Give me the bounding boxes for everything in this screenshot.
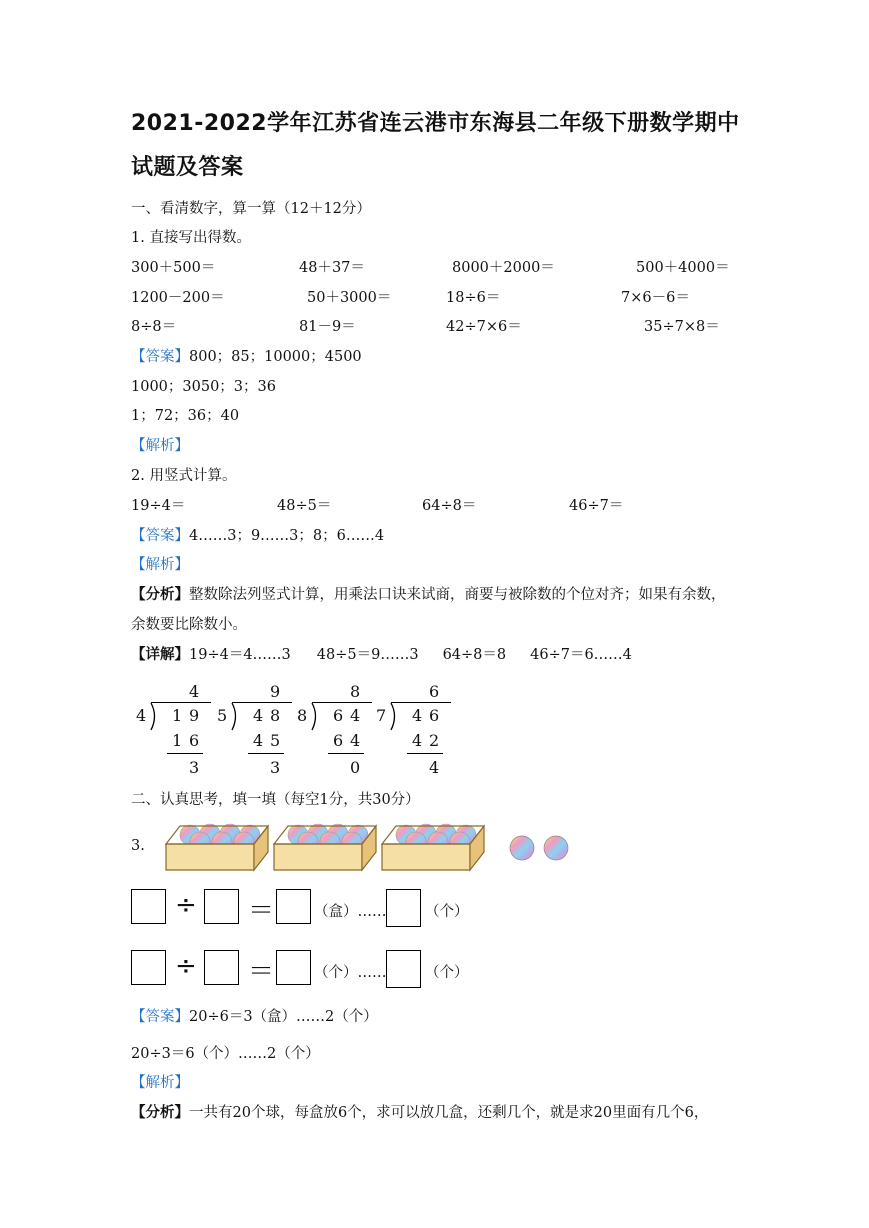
- q1-item: 35÷7×8＝: [644, 319, 720, 335]
- divisor: 8: [297, 706, 308, 725]
- section-heading-2: 二、认真思考，填一填（每空1分，共30分）: [131, 792, 420, 808]
- answer-box[interactable]: [204, 950, 239, 985]
- division-bracket: [148, 702, 160, 732]
- unit-label: （个）: [425, 904, 469, 920]
- answer-line: [131, 1005, 378, 1026]
- answer-text: 1；72；36；40: [131, 408, 240, 424]
- boxes-illustration: [160, 818, 580, 874]
- divide-sign: ÷: [175, 951, 197, 981]
- answer-text: 1000；3050；3；36: [131, 379, 276, 395]
- answer-box[interactable]: [131, 889, 166, 924]
- division-bracket: [309, 702, 321, 732]
- detail-line: [131, 643, 632, 664]
- page-title-line2: 试题及答案: [131, 155, 244, 180]
- divide-sign: ÷: [175, 890, 197, 920]
- unit-label: （个）: [425, 965, 469, 981]
- divisor: 7: [376, 706, 387, 725]
- detail-item: 46÷7＝6……4: [530, 647, 632, 663]
- analysis-tag: 【解析】: [131, 557, 189, 573]
- detail-item: 64÷8＝8: [442, 647, 507, 663]
- question-3-number: 3.: [131, 838, 145, 854]
- long-division: [134, 680, 214, 780]
- dividend-digit: 8: [270, 706, 281, 725]
- dividend-digit: 4: [350, 706, 361, 725]
- remainder: 4: [429, 758, 440, 777]
- page-title: 2021-2022学年江苏省连云港市东海县二年级下册数学期中: [131, 111, 740, 136]
- answer-line: [131, 524, 384, 545]
- product-digit: 6: [333, 731, 344, 750]
- long-division: [295, 680, 375, 780]
- q1-item: 300＋500＝: [131, 260, 216, 276]
- answer-text: 4……3；9……3；8；6……4: [189, 528, 385, 544]
- q1-item: 48＋37＝: [299, 260, 365, 276]
- answer-text: 800；85；10000；4500: [189, 349, 362, 365]
- product-digit: 1: [172, 731, 183, 750]
- q1-item: 81－9＝: [299, 319, 356, 335]
- answer-box[interactable]: [276, 950, 311, 985]
- product-digit: 4: [412, 731, 423, 750]
- product-digit: 5: [270, 731, 281, 750]
- division-line: [312, 702, 372, 703]
- question-1: 1. 直接写出得数。: [131, 230, 251, 246]
- answer-box[interactable]: [386, 889, 421, 927]
- section-heading-1: 一、看清数字，算一算（12＋12分）: [131, 201, 371, 217]
- answer-box[interactable]: [204, 889, 239, 924]
- dividend-digit: 4: [253, 706, 264, 725]
- dividend-digit: 4: [412, 706, 423, 725]
- box-of-balls: [382, 824, 484, 870]
- answer-box[interactable]: [131, 950, 166, 985]
- dividend-digit: 6: [333, 706, 344, 725]
- division-line: [151, 702, 211, 703]
- quotient: 8: [350, 682, 361, 701]
- question-2: 2. 用竖式计算。: [131, 468, 237, 484]
- q2-item: 64÷8＝: [422, 498, 477, 514]
- q1-item: 500＋4000＝: [636, 260, 730, 276]
- subtraction-line: [407, 753, 443, 754]
- product-digit: 2: [429, 731, 440, 750]
- subtraction-line: [248, 753, 284, 754]
- division-line: [232, 702, 292, 703]
- fenxi-tag: 【分析】: [131, 1104, 189, 1121]
- dividend-digit: 1: [172, 706, 183, 725]
- analysis-text: 整数除法列竖式计算，用乘法口诀来试商，商要与被除数的个位对齐；如果有余数，: [189, 587, 726, 603]
- division-bracket: [388, 702, 400, 732]
- unit-label: （盒）……: [314, 904, 387, 920]
- long-division: [374, 680, 454, 780]
- division-bracket: [229, 702, 241, 732]
- q1-item: 18÷6＝: [446, 290, 501, 306]
- loose-ball: [544, 836, 568, 860]
- product-digit: 4: [253, 731, 264, 750]
- long-division: [215, 680, 295, 780]
- equals-sign: ＝: [248, 896, 275, 926]
- q2-item: 46÷7＝: [569, 498, 624, 514]
- answer-tag: 【答案】: [131, 528, 189, 544]
- divisor: 5: [217, 706, 228, 725]
- dividend-digit: 9: [189, 706, 200, 725]
- subtraction-line: [328, 753, 364, 754]
- remainder: 0: [350, 758, 361, 777]
- analysis-line: [131, 583, 726, 604]
- quotient: 4: [189, 682, 200, 701]
- answer-text: 20÷6＝3（盒）……2（个）: [189, 1009, 378, 1025]
- loose-ball: [510, 836, 534, 860]
- detail-item: 48÷5＝9……3: [316, 647, 419, 663]
- q1-item: 8000＋2000＝: [452, 260, 555, 276]
- q1-item: 50＋3000＝: [307, 290, 392, 306]
- dividend-digit: 6: [429, 706, 440, 725]
- analysis-tag: 【解析】: [131, 1075, 189, 1091]
- q1-item: 8÷8＝: [131, 319, 177, 335]
- analysis-line: [131, 1101, 708, 1122]
- q2-item: 48÷5＝: [277, 498, 332, 514]
- box-of-balls: [166, 824, 268, 870]
- equals-sign: ＝: [248, 957, 275, 987]
- answer-box[interactable]: [276, 889, 311, 924]
- product-digit: 6: [189, 731, 200, 750]
- divisor: 4: [136, 706, 147, 725]
- unit-label: （个）……: [314, 965, 387, 981]
- q2-item: 19÷4＝: [131, 498, 186, 514]
- q1-item: 7×6－6＝: [621, 290, 690, 306]
- division-line: [391, 702, 451, 703]
- quotient: 6: [429, 682, 440, 701]
- answer-line: [131, 345, 362, 366]
- answer-text: 20÷3＝6（个）……2（个）: [131, 1046, 320, 1062]
- q1-item: 1200－200＝: [131, 290, 225, 306]
- xiangjie-tag: 【详解】: [131, 646, 189, 663]
- answer-box[interactable]: [386, 950, 421, 988]
- analysis-text: 余数要比除数小。: [131, 617, 247, 633]
- answer-tag: 【答案】: [131, 1009, 189, 1025]
- quotient: 9: [270, 682, 281, 701]
- box-of-balls: [274, 824, 376, 870]
- subtraction-line: [167, 753, 203, 754]
- answer-tag: 【答案】: [131, 349, 189, 365]
- fenxi-tag: 【分析】: [131, 586, 189, 603]
- remainder: 3: [189, 758, 200, 777]
- analysis-tag: 【解析】: [131, 438, 189, 454]
- analysis-text: 一共有20个球，每盒放6个，求可以放几盒，还剩几个，就是求20里面有几个6，: [189, 1105, 709, 1121]
- remainder: 3: [270, 758, 281, 777]
- product-digit: 4: [350, 731, 361, 750]
- detail-item: 19÷4＝4……3: [189, 647, 291, 663]
- q1-item: 42÷7×6＝: [446, 319, 522, 335]
